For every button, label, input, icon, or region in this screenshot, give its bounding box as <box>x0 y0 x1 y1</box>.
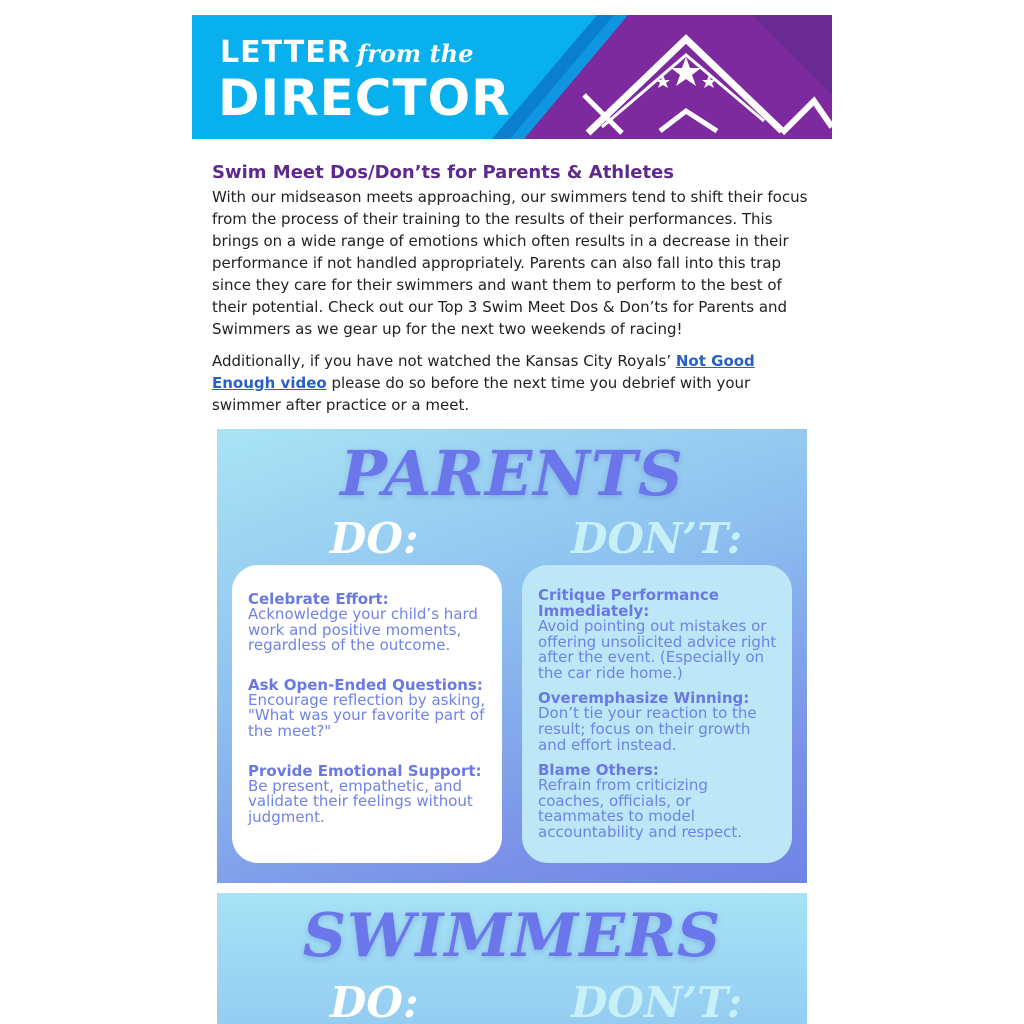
swimmers-dos-donts-infographic <box>217 893 807 1024</box>
article-title: Swim Meet Dos/Don’ts for Parents & Athletes <box>212 162 675 183</box>
parents-do-item <box>248 763 488 826</box>
parents-dont-item <box>538 690 778 753</box>
tip-body: Acknowledge your child’s hard work and positive moments, regardless of the outcome. <box>248 605 478 655</box>
tip-body: Avoid pointing out mistakes or offering unsolicited advice right after the event. (Especially on the car ride home.) <box>538 617 777 682</box>
banner-title-director: DIRECTOR <box>218 69 511 127</box>
swimmers-dont-label: DON’T: <box>571 978 743 1024</box>
parents-dont-item <box>538 762 778 840</box>
parents-dont-label: DON’T: <box>571 514 743 563</box>
parents-dont-item <box>538 587 778 681</box>
swimmers-heading: SWIMMERS <box>302 901 722 971</box>
banner-title-script: from the <box>356 39 474 68</box>
article-body <box>212 160 816 416</box>
tip-title: Overemphasize Winning: <box>538 689 750 708</box>
not-good-enough-video-link[interactable]: Not Good Enough video <box>212 352 755 392</box>
parents-dos-donts-infographic <box>217 429 807 883</box>
article-paragraph-intro: With our midseason meets approaching, our swimmers tend to shift their focus from the process of their training to the results of their performances. This brings on a wide range of emotions which often results in a decrease in their performance if not handled appropriately. Parents can also fall into this trap since they care for their swimmers and want them to perform to the best of their potential. Check out our Top 3 Swim Meet Dos & Don’ts for Parents and Swimmers as we gear up for the next two weekends of racing! <box>212 188 808 338</box>
article-paragraph-video: Additionally, if you have not watched the Kansas City Royals’ Not Good Enough video please do so before the next time you debrief with your swimmer after practice or a meet. <box>212 352 755 414</box>
banner-title-letter: LETTER from the <box>220 35 474 70</box>
swimmers-do-label: DO: <box>330 978 419 1024</box>
tip-title: Celebrate Effort: <box>248 590 389 608</box>
tip-body: Don’t tie your reaction to the result; focus on their growth and effort instead. <box>538 704 757 754</box>
tip-title: Ask Open-Ended Questions: <box>248 675 483 694</box>
parents-dont-panel <box>522 565 792 863</box>
tip-title: Critique Performance Immediately: <box>538 586 719 620</box>
tip-body: Encourage reflection by asking, "What was your favorite part of the meet?" <box>248 690 486 740</box>
tip-title: Provide Emotional Support: <box>248 761 482 780</box>
letter-from-director-banner <box>192 15 832 139</box>
parents-do-item <box>248 677 488 740</box>
parents-heading: PARENTS <box>340 437 684 510</box>
tip-body: Refrain from criticizing coaches, officials, or teammates to model accountability and respect. <box>538 776 743 841</box>
parents-do-item <box>248 591 488 654</box>
tip-title: Blame Others: <box>538 761 659 780</box>
parents-do-panel <box>232 565 502 863</box>
tip-body: Be present, empathetic, and validate their feelings without judgment. <box>248 776 473 826</box>
parents-do-label: DO: <box>330 514 419 563</box>
